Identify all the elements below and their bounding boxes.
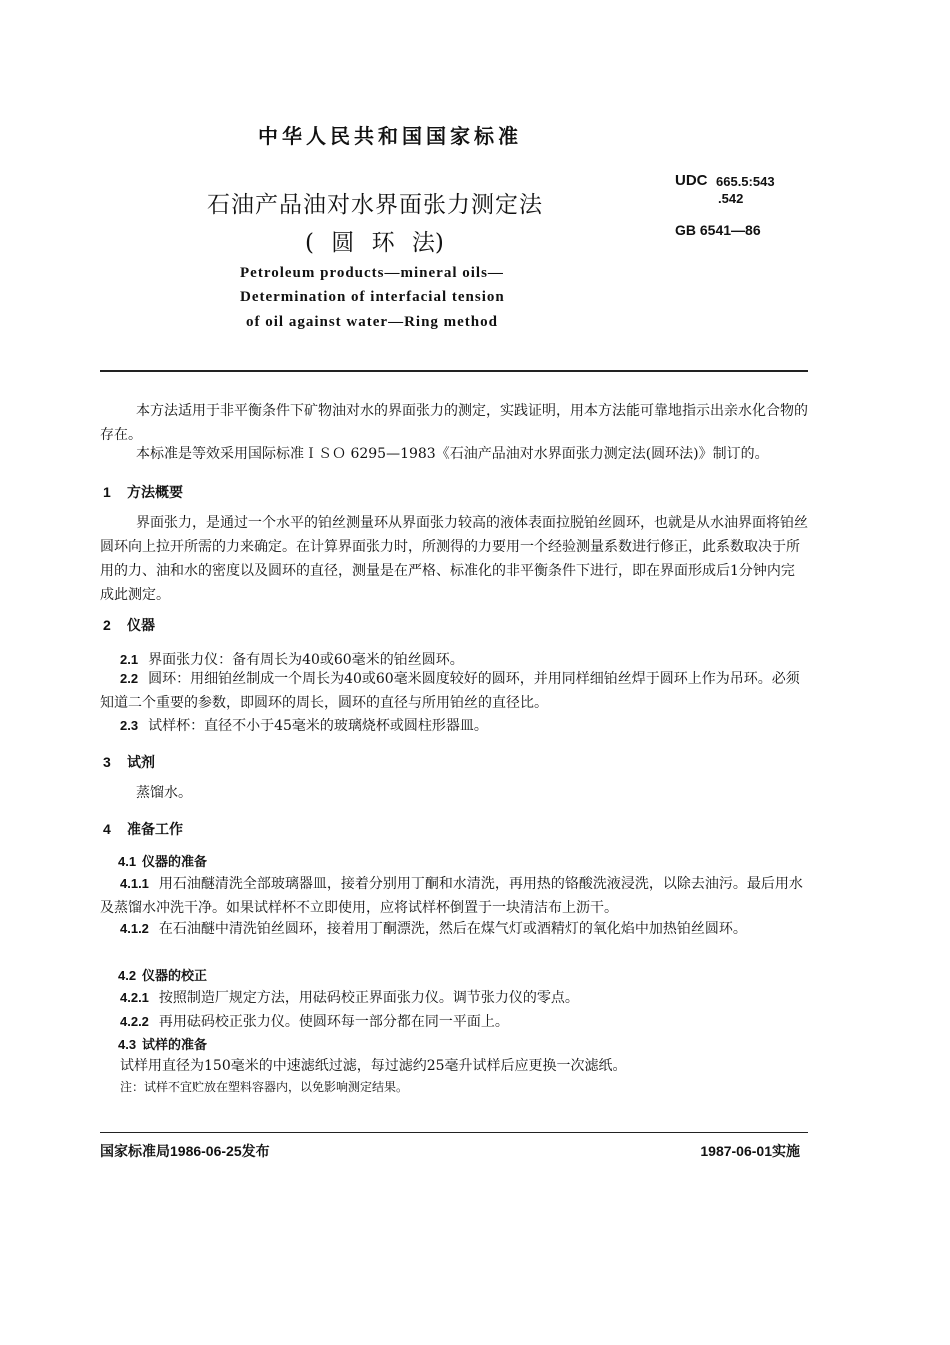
intro-paragraph-1: 本方法适用于非平衡条件下矿物油对水的界面张力的测定，实践证明，用本方法能可靠地指示出亲水化合物的存在。 bbox=[100, 403, 808, 443]
item-2-3: 2.3 试样杯：直径不小于45毫米的玻璃烧杯或圆柱形器皿。 bbox=[120, 718, 488, 734]
section-4-3-note: 注：试样不宜贮放在塑料容器内，以免影响测定结果。 bbox=[120, 1080, 409, 1094]
item-4-1-1: 4.1.1 用石油醚清洗全部玻璃器皿，接着分别用丁酮和水清洗，再用热的铬酸洗液浸洗，以除去油污。最后用水及蒸馏水冲洗干净。如果试样杯不立即使用，应将试样杯倒置于一块清洁布上沥干。 bbox=[100, 876, 803, 916]
section-1-text: 界面张力，是通过一个水平的铂丝测量环从界面张力较高的液体表面拉脱铂丝圆环，也就是从水油界面将铂丝圆环向上拉开所需的力来确定。在计算界面张力时，所测得的力要用一个经验测量系数进行修正，此系数取决于所用的力、油和水的密度以及圆环的直径，测量是在严格、标准化的非平衡条件下进行，即在界面形成后1分钟内完成此测定。 bbox=[100, 515, 808, 603]
national-standard-heading: 中华人民共和国国家标准 bbox=[258, 124, 522, 148]
document-title-cn: 石油产品油对水界面张力测定法 bbox=[207, 192, 543, 218]
title-en-line-2: Determination of interfacial tension bbox=[240, 289, 505, 305]
section-3-text: 蒸馏水。 bbox=[136, 785, 192, 801]
gb-code: GB 6541—86 bbox=[675, 222, 761, 238]
section-4-3-heading: 4.3 试样的准备 bbox=[118, 1037, 208, 1052]
effective-date: 1987-06-01实施 bbox=[700, 1143, 800, 1159]
udc-code-sub: .542 bbox=[718, 191, 744, 206]
udc-code: 665.5:543 bbox=[716, 174, 775, 189]
item-4-2-1: 4.2.1 按照制造厂规定方法，用砝码校正界面张力仪。调节张力仪的零点。 bbox=[120, 990, 579, 1006]
item-2-2: 2.2 圆环：用细铂丝制成一个周长为40或60毫米圆度较好的圆环，并用同样细铂丝焊于圆环上作为吊环。必须知道二个重要的参数，即圆环的周长，圆环的直径与所用铂丝的直径比。 bbox=[100, 671, 800, 711]
section-3-heading: 3 试剂 bbox=[103, 754, 155, 770]
section-4-heading: 4 准备工作 bbox=[103, 821, 183, 837]
item-2-1: 2.1 界面张力仪：备有周长为40或60毫米的铂丝圆环。 bbox=[120, 652, 464, 668]
item-4-2-2: 4.2.2 再用砝码校正张力仪。使圆环每一部分都在同一平面上。 bbox=[120, 1014, 509, 1030]
section-4-1-heading: 4.1 仪器的准备 bbox=[118, 854, 208, 869]
title-en-line-1: Petroleum products—mineral oils— bbox=[240, 265, 504, 281]
intro-paragraph-2: 本标准是等效采用国际标准ＩＳＯ 6295—1983《石油产品油对水界面张力测定法(圆环法)》制订的。 bbox=[136, 446, 769, 462]
item-4-1-2: 4.1.2 在石油醚中清洗铂丝圆环，接着用丁酮漂洗，然后在煤气灯或酒精灯的氧化焰中加热铂丝圆环。 bbox=[120, 921, 747, 937]
document-subtitle-cn: ( 圆 环 法) bbox=[305, 230, 444, 256]
section-4-3-text: 试样用直径为150毫米的中速滤纸过滤，每过滤约25毫升试样后应更换一次滤纸。 bbox=[120, 1058, 627, 1074]
section-2-heading: 2 仪器 bbox=[103, 617, 155, 633]
section-1-heading: 1 方法概要 bbox=[103, 484, 183, 500]
header-divider bbox=[100, 370, 808, 372]
section-4-2-heading: 4.2 仪器的校正 bbox=[118, 968, 208, 983]
udc-label: UDC bbox=[675, 172, 708, 189]
issue-date: 国家标准局1986-06-25发布 bbox=[100, 1143, 270, 1159]
title-en-line-3: of oil against water—Ring method bbox=[246, 314, 498, 330]
footer-divider bbox=[100, 1132, 808, 1133]
